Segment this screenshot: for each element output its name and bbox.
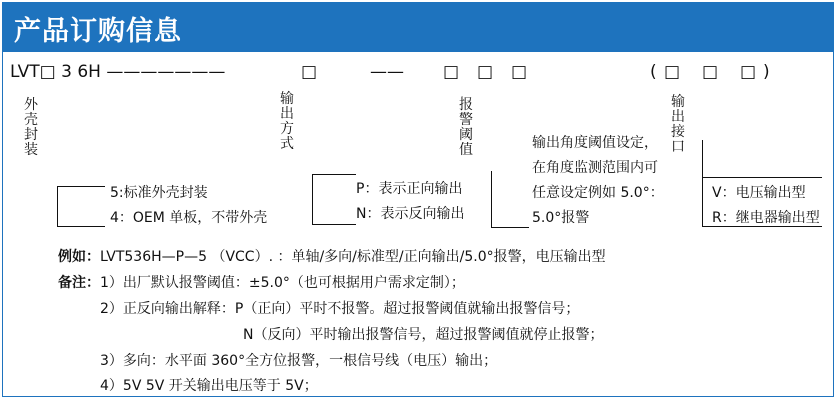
section-title: 产品订购信息 (14, 16, 182, 47)
connector-mode-n (312, 224, 356, 225)
connector-threshold-horizontal (491, 227, 529, 228)
connector-housing-4 (57, 226, 105, 227)
model-dash-2: —— (370, 62, 404, 82)
model-dash-1: ——————— (106, 62, 226, 82)
option-threshold-desc-1: 输出角度阈值设定， (532, 135, 658, 151)
model-box-interface-2: □ (702, 62, 719, 82)
model-box-threshold-1: □ (443, 62, 460, 82)
option-interface-r: R：继电器输出型 (712, 210, 820, 226)
model-box-threshold-3: □ (511, 62, 528, 82)
section-header (2, 2, 834, 52)
option-mode-p: P：表示正向输出 (356, 181, 463, 197)
model-box-threshold-2: □ (477, 62, 494, 82)
option-housing-5: 5:标准外壳封装 (110, 185, 208, 201)
connector-housing-5 (57, 186, 105, 187)
connector-interface-v (702, 177, 822, 178)
model-box-1: □ (39, 62, 56, 82)
option-threshold-desc-2: 在角度监测范围内可 (532, 160, 658, 176)
option-threshold-desc-4: 5.0°报警 (532, 210, 590, 226)
example-line (58, 248, 606, 266)
model-box-interface-3: □ (740, 62, 757, 82)
note-2: 2）正反向输出解释：P（正向）平时不报警。超过报警阈值就输出报警信号； (100, 301, 580, 317)
label-alarm-threshold: 报警阈值 (459, 97, 473, 158)
model-paren-close: ) (763, 62, 770, 82)
example-text: LVT536H—P—5 （VCC）. ：单轴/多向/标准型/正向输出/5.0°报警，电压输出型 (100, 249, 606, 265)
connector-housing-vertical (57, 186, 58, 227)
note-1-line (58, 274, 465, 292)
model-prefix: LVT (10, 62, 40, 82)
example-label: 例如： (58, 249, 100, 265)
connector-mode-p (312, 174, 356, 175)
notes-label: 备注： (58, 275, 100, 291)
option-threshold-desc-3: 任意设定例如 5.0°： (532, 185, 664, 201)
label-housing: 外壳封装 (24, 97, 38, 158)
model-paren-open: ( (650, 62, 657, 82)
model-digits: 3 6H (61, 62, 101, 82)
note-3: 3）多向：水平面 360°全方位报警，一根信号线（电压）输出； (100, 353, 498, 369)
connector-interface-vertical (702, 140, 703, 227)
note-4: 4）5V 5V 开关输出电压等于 5V； (100, 378, 318, 394)
model-box-output-mode: □ (301, 62, 318, 82)
note-1: 1）出厂默认报警阈值：±5.0°（也可根据用户需求定制）； (100, 275, 465, 291)
connector-threshold-vertical (491, 171, 492, 228)
note-2b: N（反向）平时输出报警信号，超过报警阈值就停止报警； (243, 327, 604, 343)
option-housing-4: 4：OEM 单板，不带外壳 (110, 210, 268, 226)
connector-mode-vertical (312, 174, 313, 225)
label-output-mode: 输出方式 (280, 91, 294, 152)
label-output-interface: 输出接口 (671, 94, 685, 155)
option-mode-n: N：表示反向输出 (356, 206, 465, 222)
model-code (10, 63, 225, 81)
model-box-interface-1: □ (664, 62, 681, 82)
option-interface-v: V：电压输出型 (712, 185, 806, 201)
